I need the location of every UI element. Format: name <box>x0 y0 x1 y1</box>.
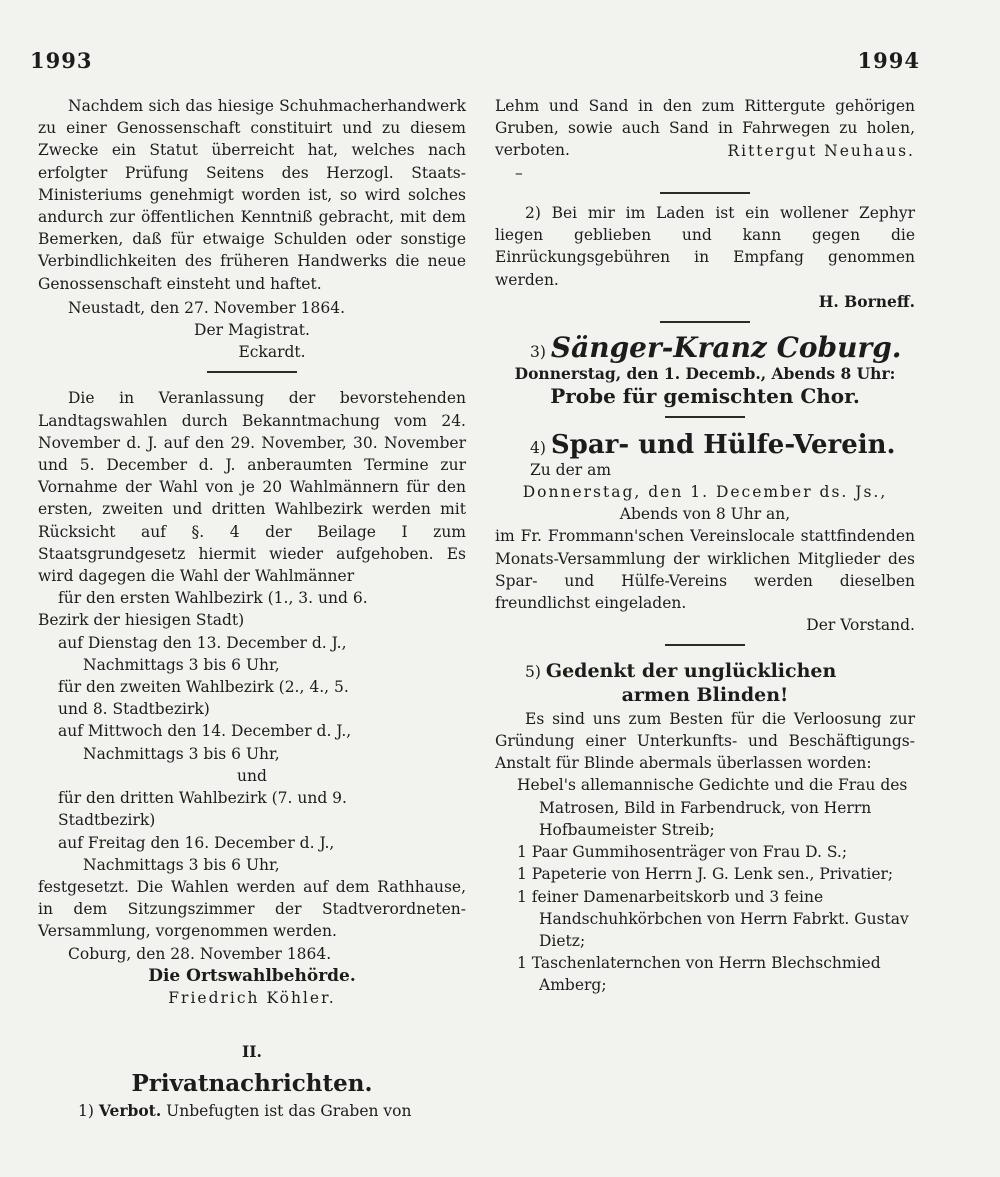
verbot-notice <box>38 1100 466 1122</box>
election-closing: festgesetzt. Die Wahlen werden auf dem Rathhause, in dem Sitzungszimmer der Stadtverordneten-Versammlung, vorgenommen werden. <box>38 877 466 941</box>
blind-item: 1 Taschenlaternchen von Herrn Blechschmied Amberg; <box>517 954 881 995</box>
page-number-left: 1993 <box>30 48 93 73</box>
section-number: II. <box>242 1042 262 1062</box>
blind-item: 1 Paar Gummihosenträger von Frau D. S.; <box>517 843 848 862</box>
zephyr-notice: 2) Bei mir im Laden ist ein wollener Zephyr liegen geblieben und kann gegen die Einrückungsgebühren in Empfang genommen werden. <box>495 204 915 289</box>
spar-heading <box>495 429 915 460</box>
verbot-signature: Rittergut Neuhaus. <box>727 141 915 160</box>
election-date-3: auf Freitag den 16. December d. J., <box>58 833 335 852</box>
election-notice: Die in Veranlassung der bevorstehenden Landtagswahlen durch Bekanntmachung vom 24. November d. J. auf den 29. November, 30. November und 5. December d. J. anberaumten Termine zur Vornahme der Wahl von je 20 Wahlmännern für den ersten, zweiten und dritten Wahlbezirk werden mit Rücksicht auf §. 4 der Beilage I zum Staatsgrundgesetz hiermit wieder aufgehoben. Es wird dagegen die Wahl der Wahlmänner <box>38 389 466 586</box>
notice-signature: Eckardt. <box>238 343 306 362</box>
blind-item: Hebel's allemannische Gedichte und die Frau des Matrosen, Bild in Farbendruck, von Herrn Hofbaumeister Streib; <box>517 776 908 839</box>
blind-intro: Es sind uns zum Besten für die Verloosung zur Gründung einer Unterkunfts- und Beschäftigungs-Anstalt für Blinde abermals überlassen worden: <box>495 709 915 773</box>
election-time-1: Nachmittags 3 bis 6 Uhr, <box>83 655 280 674</box>
election-authority: Die Ortswahlbehörde. <box>148 965 356 986</box>
divider <box>665 416 745 418</box>
divider <box>665 644 745 646</box>
election-district-1: für den ersten Wahlbezirk (1., 3. und 6. <box>58 589 368 608</box>
election-date-2: auf Mittwoch den 14. December d. J., <box>58 722 352 741</box>
election-district-1-detail: Bezirk der hiesigen Stadt) <box>38 611 245 630</box>
verbot-continued: Lehm und Sand in den zum Rittergute gehörigen Gruben, sowie auch Sand in Fahrwegen zu holen, verboten. <box>495 97 915 160</box>
verbot-number: 1) <box>78 1101 94 1120</box>
divider <box>207 371 297 373</box>
spar-body: im Fr. Frommann'schen Vereinslocale stattfindenden Monats-Versammlung der wirklichen Mitglieder des Spar- und Hülfe-Vereins werden dieselben freundlichst eingeladen. <box>495 527 915 613</box>
verbot-title: Verbot. <box>98 1100 162 1120</box>
blind-number: 5) <box>525 663 541 682</box>
divider <box>660 192 750 194</box>
spar-title: Spar- und Hülfe-Verein. <box>550 429 896 460</box>
election-district-2-detail: und 8. Stadtbezirk) <box>58 700 210 719</box>
spar-line-3: Abends von 8 Uhr an, <box>619 505 791 524</box>
election-time-3: Nachmittags 3 bis 6 Uhr, <box>83 855 280 874</box>
blind-title-1: Gedenkt der unglücklichen <box>545 660 837 683</box>
section-title: Privatnachrichten. <box>131 1070 373 1098</box>
left-column <box>38 95 466 1122</box>
verbot-text: Unbefugten ist das Graben von <box>166 1101 412 1120</box>
saenger-line-2: Probe für gemischten Chor. <box>550 384 860 409</box>
saenger-heading <box>495 331 915 365</box>
spar-signature: Der Vorstand. <box>806 616 915 635</box>
spar-line-1: Zu der am <box>530 460 612 479</box>
blind-heading <box>495 660 915 683</box>
saenger-title: Sänger-Kranz Coburg. <box>550 331 902 365</box>
blind-item: 1 Papeterie von Herrn J. G. Lenk sen., Privatier; <box>517 865 894 884</box>
page-number-right: 1994 <box>857 48 920 73</box>
divider <box>660 321 750 323</box>
election-and: und <box>237 766 267 785</box>
election-district-3-detail: Stadtbezirk) <box>58 811 156 830</box>
dash: – <box>515 163 523 182</box>
shoemaker-notice: Nachdem sich das hiesige Schuhmacherhandwerk zu einer Genossenschaft constituirt und zu diesem Zwecke ein Statut überreicht hat, welches nach erfolgter Prüfung Seitens des Herzogl. Staats-Ministeriums genehmigt worden ist, so wird solches andurch zur öffentlichen Kenntniß gebracht, mit dem Bemerken, daß für etwaige Schulden oder sonstige Verbindlichkeiten des früheren Handwerks die neue Genossenschaft einsteht und haftet. <box>38 97 466 293</box>
election-date-1: auf Dienstag den 13. December d. J., <box>58 633 347 652</box>
spar-number: 4) <box>530 438 546 457</box>
saenger-number: 3) <box>530 343 546 362</box>
notice-authority: Der Magistrat. <box>194 321 310 340</box>
saenger-line-1: Donnerstag, den 1. Decemb., Abends 8 Uhr: <box>514 364 896 384</box>
election-time-2: Nachmittags 3 bis 6 Uhr, <box>83 744 280 763</box>
election-date: Coburg, den 28. November 1864. <box>68 944 332 963</box>
notice-date: Neustadt, den 27. November 1864. <box>68 298 346 317</box>
spar-line-2: Donnerstag, den 1. December ds. Js., <box>522 483 888 502</box>
election-signature: Friedrich Köhler. <box>168 988 336 1007</box>
blind-title-2: armen Blinden! <box>621 683 789 706</box>
election-district-2: für den zweiten Wahlbezirk (2., 4., 5. <box>58 678 349 697</box>
election-district-3: für den dritten Wahlbezirk (7. und 9. <box>58 789 347 808</box>
zephyr-signature: H. Borneff. <box>818 291 915 311</box>
right-column <box>495 95 915 997</box>
blind-item: 1 feiner Damenarbeitskorb und 3 feine Handschuhkörbchen von Herrn Fabrkt. Gustav Dietz; <box>517 887 909 950</box>
